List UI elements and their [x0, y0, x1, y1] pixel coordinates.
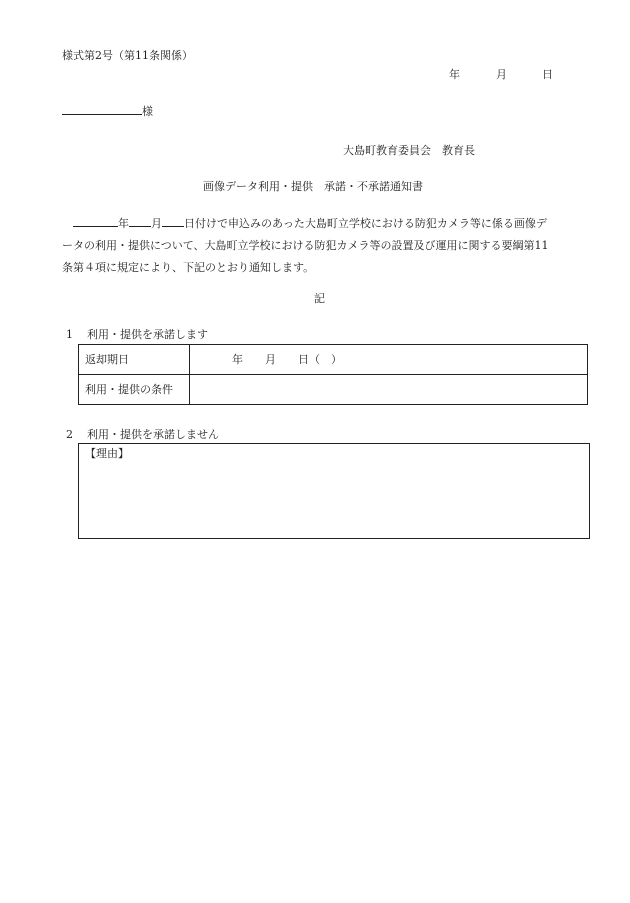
body-line-3: 条第４項に規定により、下記のとおり通知します。	[62, 261, 315, 274]
addressee-line	[62, 104, 153, 119]
date-header-day: 日	[542, 68, 553, 81]
body-line-1-rest: 日付けで申込みのあった大島町立学校における防犯カメラ等に係る画像デ	[184, 217, 547, 230]
approval-table	[78, 344, 588, 405]
section2-number: 2	[66, 428, 73, 441]
date-header-year: 年	[449, 68, 460, 81]
body-year: 年	[118, 217, 129, 230]
sender: 大島町教育委員会 教育長	[343, 144, 475, 157]
table-row	[79, 375, 588, 405]
form-number: 様式第2号（第11条関係）	[62, 49, 193, 62]
section1-number: 1	[66, 328, 73, 341]
date-header-month: 月	[496, 68, 507, 81]
reason-label: 【理由】	[85, 447, 129, 460]
table-row	[79, 345, 588, 375]
return-date-label: 返却期日	[79, 345, 190, 375]
body-month-blank[interactable]	[129, 216, 151, 227]
addressee-suffix: 様	[142, 105, 153, 118]
ki-heading: 記	[314, 292, 325, 305]
body-day-blank[interactable]	[162, 216, 184, 227]
reason-box[interactable]	[78, 443, 590, 539]
section1-title: 利用・提供を承諾します	[87, 328, 208, 341]
addressee-blank[interactable]	[62, 104, 142, 115]
conditions-value[interactable]	[190, 375, 588, 405]
section2-heading	[66, 427, 219, 442]
body-year-blank[interactable]	[73, 216, 118, 227]
section2-title: 利用・提供を承諾しません	[87, 428, 219, 441]
body-line-1	[62, 213, 582, 235]
section1-heading	[66, 327, 208, 342]
document-title: 画像データ利用・提供 承諾・不承諾通知書	[203, 180, 423, 193]
body-paragraph	[62, 213, 582, 279]
conditions-label: 利用・提供の条件	[79, 375, 190, 405]
return-date-value[interactable]	[190, 345, 588, 375]
body-line-2: ータの利用・提供について、大島町立学校における防犯カメラ等の設置及び運用に関する要綱第11	[62, 239, 549, 252]
return-date-text: 年 月 日（ ）	[232, 352, 342, 366]
body-month: 月	[151, 217, 162, 230]
